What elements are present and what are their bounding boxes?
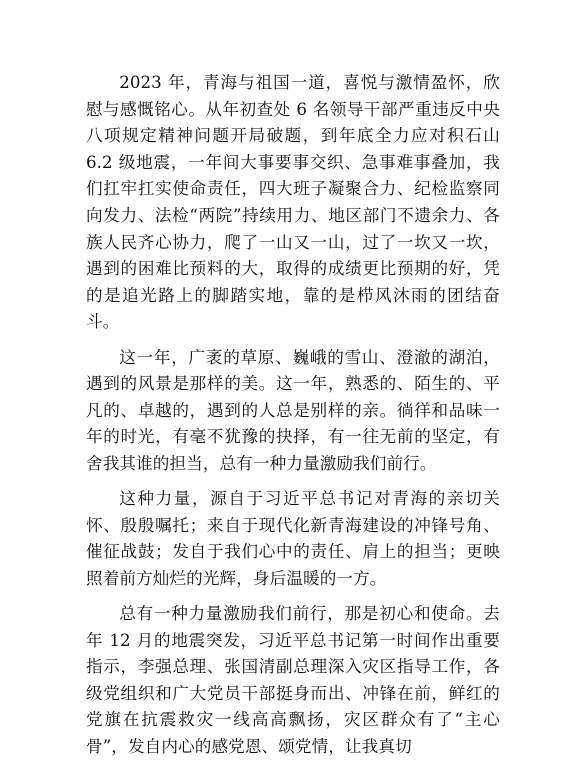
- paragraph-1: 2023 年，青海与祖国一道，喜悦与激情盈怀，欣慰与感慨铭心。从年初查处 6 名领导干部严重违反中央八项规定精神问题开局破题，到年底全力应对积石山 6.2 级地震，一年间大事要事交织、急事难事叠加，我们扛牢扛实使命责任，四大班子凝聚合力、纪检监察同向发力、法检“两院”持续用力、地区部门不遗余力、各族人民齐心协力，爬了一山又一山，过了一坎又一坎，遇到的困难比预料的大，取得的成绩更比预期的好，凭的是追光路上的脚踏实地，靠的是栉风沐雨的团结奋斗。: [86, 73, 500, 332]
- paragraph-2: 这一年，广袤的草原、巍峨的雪山、澄澈的湖泊，遇到的风景是那样的美。这一年，熟悉的、陌生的、平凡的、卓越的，遇到的人总是别样的亲。徜徉和品味一年的时光，有毫不犹豫的抉择，有一往无前的坚定，有舍我其谁的担当，总有一种力量激励我们前行。: [86, 347, 500, 473]
- paragraph-3: 这种力量，源自于习近平总书记对青海的亲切关怀、殷殷嘱托；来自于现代化新青海建设的冲锋号角、催征战鼓；发自于我们心中的责任、肩上的担当；更映照着前方灿烂的光辉，身后温暖的一方。: [86, 489, 500, 588]
- paragraph-4: 总有一种力量激励我们前行，那是初心和使命。去年 12 月的地震突发，习近平总书记第一时间作出重要指示，李强总理、张国清副总理深入灾区指导工作，各级党组织和广大党员干部挺身而出、冲锋在前，鲜红的党旗在抗震救灾一线高高飘扬，灾区群众有了“主心骨”，发自内心的感党恩、颂党情，让我真切: [86, 604, 500, 757]
- document-body: [86, 70, 500, 769]
